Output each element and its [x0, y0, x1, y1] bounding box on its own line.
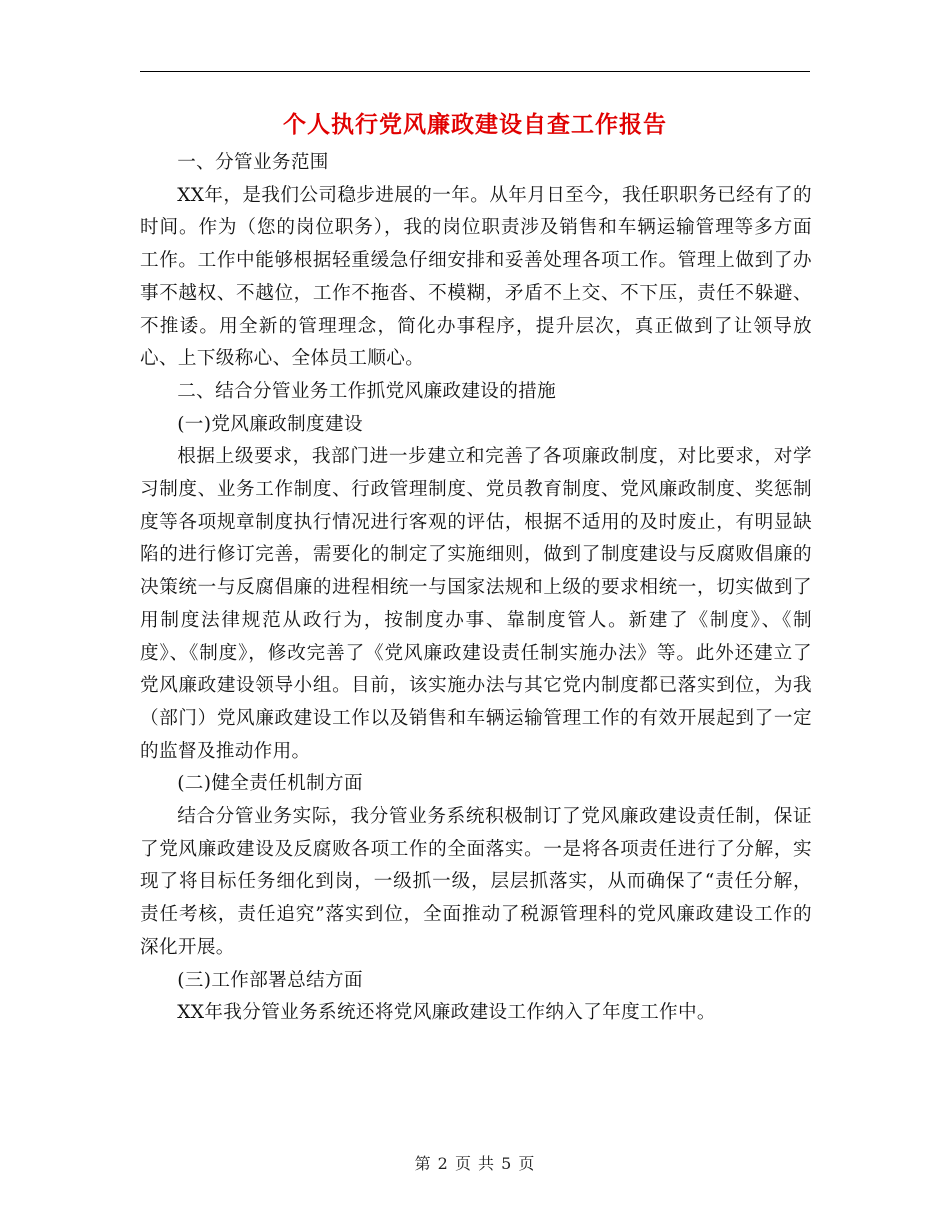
- section-heading-scope: 一、分管业务范围: [177, 152, 329, 173]
- header-rule: [140, 71, 810, 72]
- subheading-work-deployment: (三)工作部署总结方面: [177, 969, 363, 991]
- document-body: [140, 147, 812, 1030]
- paragraph-scope: XX年，是我们公司稳步进展的一年。从年月日至今，我任职职务已经有了的时间。作为（您的岗位职务），我的岗位职责涉及销售和车辆运输管理等多方面工作。工作中能够根据轻重缓急仔细安排和妥善处理各项工作。管理上做到了办事不越权、不越位，工作不拖沓、不模糊，矛盾不上交、不下压，责任不躲避、不推诿。用全新的管理理念，简化办事程序，提升层次，真正做到了让领导放心、上下级称心、全体员工顺心。: [140, 184, 812, 370]
- paragraph-system-building: 根据上级要求，我部门进一步建立和完善了各项廉政制度，对比要求，对学习制度、业务工作制度、行政管理制度、党员教育制度、党风廉政制度、奖惩制度等各项规章制度执行情况进行客观的评估，根据不适用的及时废止，有明显缺陷的进行修订完善，需要化的制定了实施细则，做到了制度建设与反腐败倡廉的决策统一与反腐倡廉的进程相统一与国家法规和上级的要求相统一，切实做到了用制度法律规范从政行为，按制度办事、靠制度管人。新建了《制度》、《制度》、《制度》，修改完善了《党风廉政建设责任制实施办法》等。此外还建立了党风廉政建设领导小组。目前，该实施办法与其它党内制度都已落实到位，为我（部门）党风廉政建设工作以及销售和车辆运输管理工作的有效开展起到了一定的监督及推动作用。: [140, 446, 812, 762]
- paragraph-responsibility: 结合分管业务实际，我分管业务系统积极制订了党风廉政建设责任制，保证了党风廉政建设及反腐败各项工作的全面落实。一是将各项责任进行了分解，实现了将目标任务细化到岗，一级抓一级，层层抓落实，从而确保了“责任分解，责任考核，责任追究”落实到位，全面推动了税源管理科的党风廉政建设工作的深化开展。: [140, 806, 812, 958]
- section-heading-measures: 二、结合分管业务工作抓党风廉政建设的措施: [177, 380, 557, 402]
- subheading-system-building: (一)党风廉政制度建设: [177, 413, 363, 435]
- page-number: 第 2 页 共 5 页: [414, 1154, 536, 1173]
- paragraph-work-deployment: XX年我分管业务系统还将党风廉政建设工作纳入了年度工作中。: [177, 1002, 716, 1024]
- document-title: 个人执行党风廉政建设自查工作报告: [283, 111, 667, 138]
- subheading-responsibility: (二)健全责任机制方面: [177, 773, 363, 795]
